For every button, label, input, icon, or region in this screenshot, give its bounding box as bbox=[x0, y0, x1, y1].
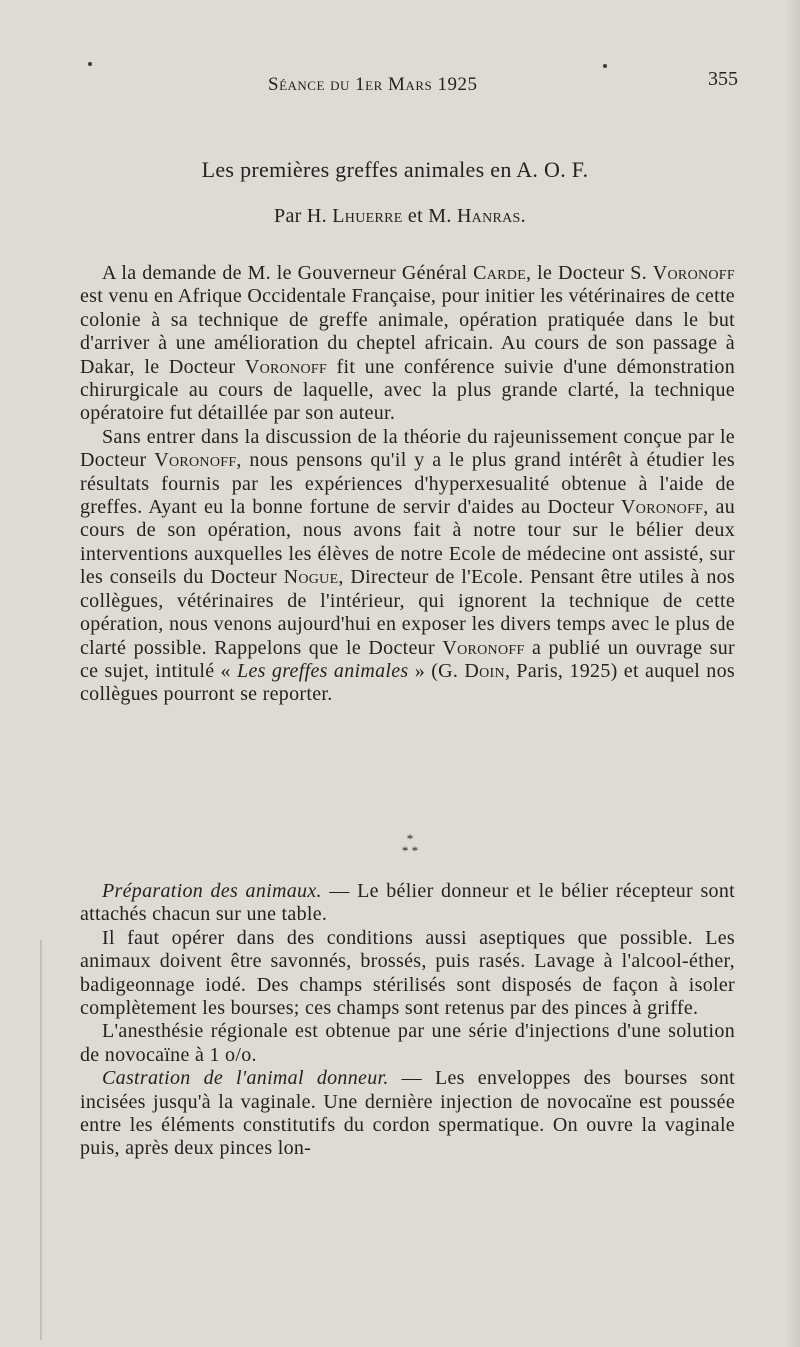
paragraph: Il faut opérer dans des conditions aussi aseptiques que possible. Les animaux doivent être savonnés, brossés, puis rasés. Lavage à l'alcool-éther, badigeonnage iodé. Des champs stérilisés sont disposés de façon à isoler complètement les bourses; ces champs sont retenus par des pinces à griffe. bbox=[80, 926, 735, 1020]
paragraph: L'anesthésie régionale est obtenue par une série d'injections d'une solution de novocaïne à 1 o/o. bbox=[80, 1020, 735, 1066]
paragraph: Sans entrer dans la discussion de la théorie du rajeunissement conçue par le Docteur Voronoff, nous pensons qu'il y a le plus grand intérêt à étudier les résultats fournis par les expériences d'hyperxesualité obtenue à l'aide de greffes. Ayant eu la bonne fortune de servir d'aides au Docteur Voronoff, au cours de son opération, nous avons fait à notre tour sur le bélier deux interventions auxquelles les élèves de notre Ecole de médecine ont assisté, sur les conseils du Docteur Nogue, Directeur de l'Ecole. Pensant être utiles à nos collègues, vétérinaires de l'intérieur, qui ignorent la technique de cette opération, nous venons aujourd'hui en exposer les divers temps avec le plus de clarté possible. Rappelons que le Docteur Voronoff a publié un ouvrage sur ce sujet, intitulé « Les greffes animales » (G. Doin, Paris, 1925) et auquel nos collègues pourront se reporter. bbox=[80, 425, 736, 706]
section-heading: Castration de l'animal donneur. bbox=[102, 1067, 389, 1090]
body-text-methods bbox=[80, 880, 735, 1161]
section-separator: * * * bbox=[401, 831, 419, 858]
body-text-intro bbox=[80, 262, 735, 707]
page-edge bbox=[786, 0, 800, 1347]
paragraph: Castration de l'animal donneur. — Les enveloppes des bourses sont incisées jusqu'à la vaginale. Une dernière injection de novocaïne est poussée entre les éléments constitutifs du cordon spermatique. On ouvre la vaginale puis, après deux pinces lon- bbox=[80, 1067, 735, 1160]
print-speck bbox=[88, 62, 92, 66]
running-title: Séance du 1er Mars 1925 bbox=[268, 74, 478, 95]
section-heading: Préparation des animaux. bbox=[102, 880, 322, 902]
author-name: Hanras. bbox=[456, 205, 526, 227]
article-byline: Par H. Lhuerre et M. Hanras. bbox=[274, 205, 526, 227]
page-number: 355 bbox=[708, 68, 738, 90]
paragraph: Préparation des animaux. — Le bélier donneur et le bélier récepteur sont attachés chacun sur une table. bbox=[80, 880, 735, 926]
running-header bbox=[0, 68, 800, 98]
author-name: Lhuerre bbox=[332, 205, 403, 227]
article-title: Les premières greffes animales en A. O. F. bbox=[201, 157, 589, 182]
page-shadow bbox=[40, 940, 42, 1340]
paragraph: A la demande de M. le Gouverneur Général Carde, le Docteur S. Voronoff est venu en Afrique Occidentale Française, pour initier les vétérinaires de cette colonie à sa technique de greffe animale, opération pratiquée dans le but d'arriver à une amélioration du cheptel africain. Au cours de son passage à Dakar, le Docteur Voronoff fit une conférence suivie d'une démonstration chirurgicale au cours de laquelle, avec la plus grande clarté, la technique opératoire fut détaillée par son auteur. bbox=[80, 262, 735, 425]
